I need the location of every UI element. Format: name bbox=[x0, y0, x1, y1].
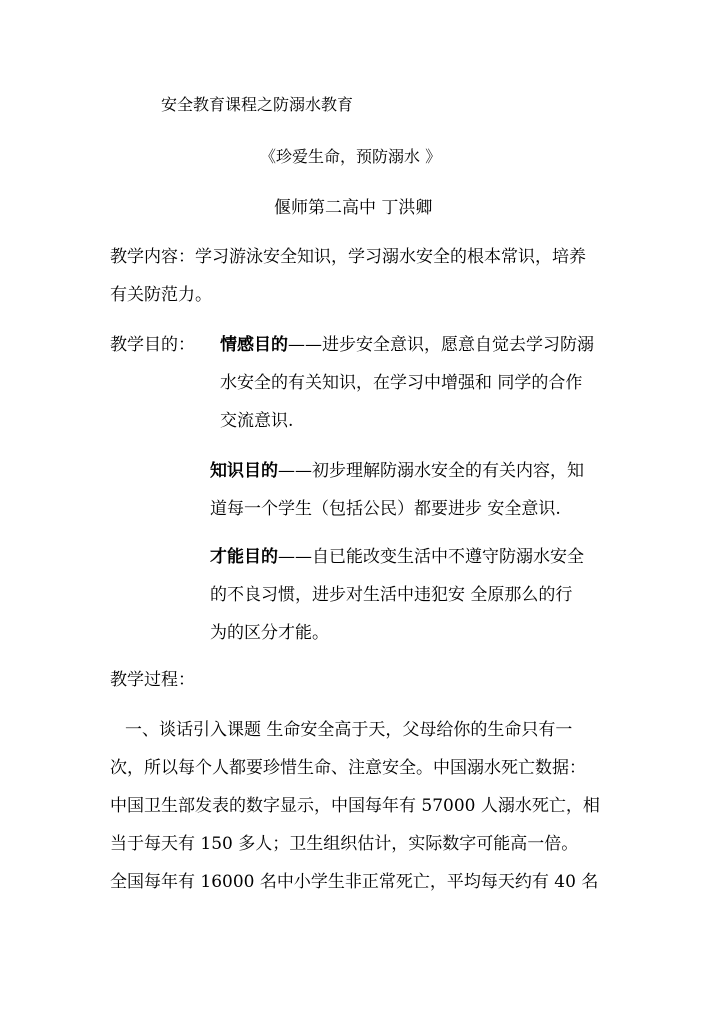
author-line: 偃师第二高中 丁洪卿 bbox=[274, 198, 433, 218]
process-line-2: 次，所以每个人都要珍惜生命、注意安全。中国溺水死亡数据： bbox=[110, 758, 586, 778]
process-line-3: 中国卫生部发表的数字显示，中国每年有 57000 人溺水死亡，相 bbox=[110, 796, 600, 816]
emotion-goal-text: ——进步安全意识，愿意自觉去学习防溺 bbox=[288, 335, 594, 355]
knowledge-goal-heading: 知识目的 bbox=[210, 461, 278, 481]
goals-label: 教学目的： bbox=[110, 335, 195, 355]
course-title: 安全教育课程之防溺水教育 bbox=[161, 95, 354, 114]
process-line-5: 全国每年有 16000 名中小学生非正常死亡，平均每天约有 40 名 bbox=[110, 872, 599, 892]
process-line-1: 一、谈话引入课题 生命安全高于天，父母给你的生命只有一 bbox=[125, 720, 573, 740]
emotion-goal-line-1 bbox=[220, 335, 594, 355]
ability-goal-heading: 才能目的 bbox=[210, 547, 278, 567]
lesson-title: 《珍爱生命，预防溺水 》 bbox=[260, 147, 442, 166]
content-line-1: 教学内容：学习游泳安全知识，学习溺水安全的根本常识，培养 bbox=[110, 247, 586, 267]
content-line-2: 有关防范力。 bbox=[110, 285, 212, 305]
process-line-4: 当于每天有 150 多人；卫生组织估计，实际数字可能高一倍。 bbox=[110, 834, 579, 854]
ability-goal-line-3: 为的区分才能。 bbox=[210, 623, 329, 643]
ability-goal-line-2: 的不良习惯，进步对生活中违犯安 全原那么的行 bbox=[210, 585, 573, 605]
knowledge-goal-line-1 bbox=[210, 461, 584, 481]
emotion-goal-line-2: 水安全的有关知识，在学习中增强和 同学的合作 bbox=[220, 373, 583, 393]
ability-goal-line-1 bbox=[210, 547, 584, 567]
knowledge-goal-text: ——初步理解防溺水安全的有关内容，知 bbox=[278, 461, 584, 481]
emotion-goal-line-3: 交流意识. bbox=[220, 411, 294, 431]
ability-goal-text: ——自已能改变生活中不遵守防溺水安全 bbox=[278, 547, 584, 567]
emotion-goal-heading: 情感目的 bbox=[220, 335, 288, 355]
process-label: 教学过程： bbox=[110, 670, 195, 690]
knowledge-goal-line-2: 道每一个学生（包括公民）都要进步 安全意识. bbox=[210, 499, 561, 519]
